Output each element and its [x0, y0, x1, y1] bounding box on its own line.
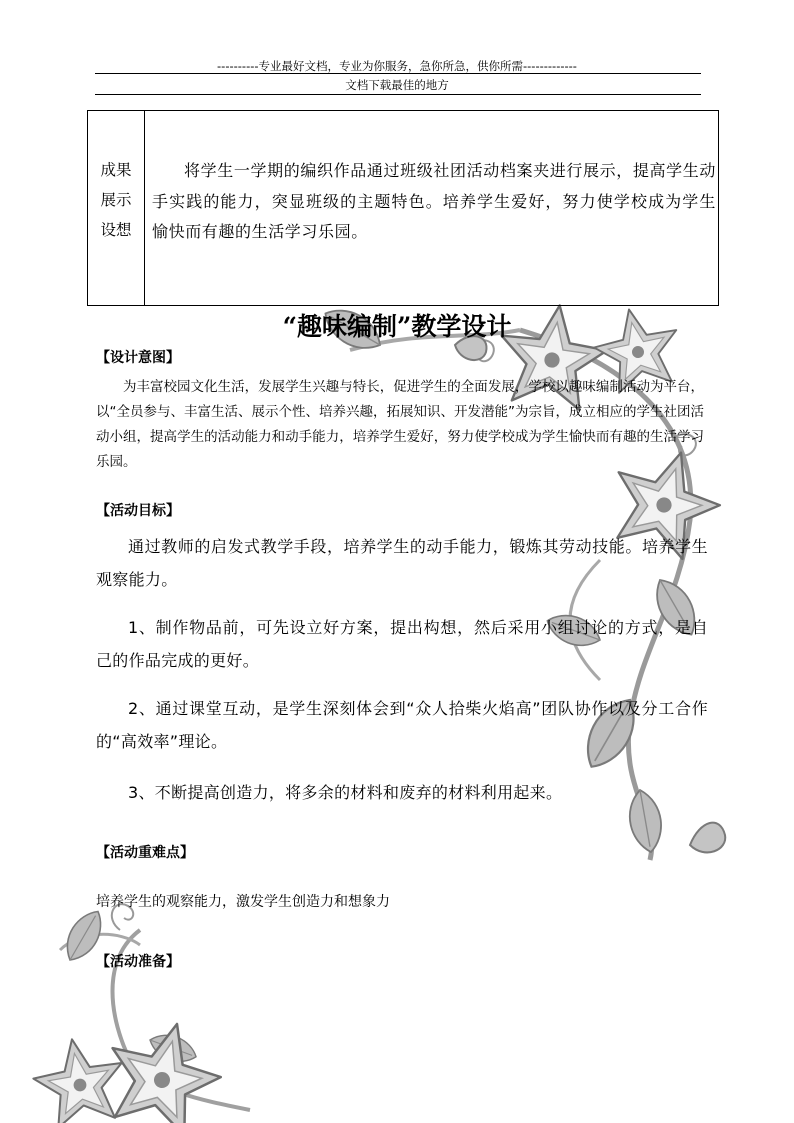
key-points-text: 培养学生的观察能力，激发学生创造力和想象力	[96, 894, 390, 910]
goal-item-1: 1、制作物品前，可先设立好方案，提出构想，然后采用小组讨论的方式，是自己的作品完成的更好。	[96, 618, 708, 670]
header-slogan: ----------专业最好文档，专业为你服务，急你所急，供你所需-------------	[217, 59, 577, 73]
table-label-line-3: 设想	[100, 221, 132, 239]
header-rule-bottom	[95, 94, 701, 95]
table-column-divider	[144, 111, 145, 305]
header-subtitle: 文档下载最佳的地方	[345, 78, 449, 92]
section-heading-intent: 【设计意图】	[96, 350, 180, 366]
table-label-line-2: 展示	[100, 191, 132, 209]
table-row-label	[88, 155, 144, 245]
table-cell-text: 将学生一学期的编织作品通过班级社团活动档案夹进行展示，提高学生动手实践的能力，突显班级的主题特色。培养学生爱好，努力使学校成为学生愉快而有趣的生活学习乐园。	[152, 161, 716, 241]
table-label-line-1: 成果	[100, 161, 132, 179]
goal-item-3: 3、不断提高创造力，将多余的材料和废弃的材料利用起来。	[128, 783, 563, 802]
goal-paragraph: 通过教师的启发式教学手段，培养学生的动手能力，锻炼其劳动技能。培养学生观察能力。	[96, 537, 708, 589]
section-heading-preparation: 【活动准备】	[96, 954, 180, 970]
document-title: “趣味编制”教学设计	[282, 312, 512, 341]
header-rule-top	[95, 73, 701, 74]
goal-item-2: 2、通过课堂互动，是学生深刻体会到“众人拾柴火焰高”团队协作以及分工合作的“高效率”理论。	[96, 699, 708, 751]
intent-paragraph: 为丰富校园文化生活，发展学生兴趣与特长，促进学生的全面发展，学校以趣味编制活动为平台，以“全员参与、丰富生活、展示个性、培养兴趣，拓展知识、开发潜能”为宗旨，成立相应的学生社团活动小组，提高学生的活动能力和动手能力，培养学生爱好，努力使学校成为学生愉快而有趣的生活学习乐园。	[96, 379, 704, 470]
result-display-table	[87, 110, 719, 306]
section-heading-key-points: 【活动重难点】	[96, 845, 194, 861]
section-heading-goals: 【活动目标】	[96, 503, 180, 519]
